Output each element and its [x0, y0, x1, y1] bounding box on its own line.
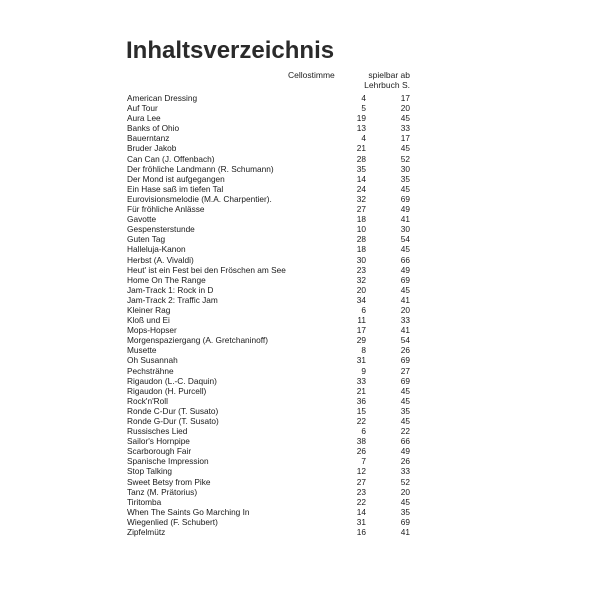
toc-entry-title: Spanische Impression — [127, 456, 209, 467]
column-header-spielbar — [352, 70, 410, 90]
toc-entry-cello-page: 5 — [361, 103, 366, 114]
toc-entry-lehrbuch-page: 49 — [400, 264, 410, 275]
toc-entry — [127, 103, 412, 113]
toc-entry-title: Tanz (M. Prätorius) — [127, 486, 198, 497]
toc-entry — [127, 436, 412, 446]
toc-entry — [127, 507, 412, 517]
toc-entry-title: Halleluja-Kanon — [127, 244, 186, 255]
toc-entry-title: Auf Tour — [127, 103, 158, 114]
toc-entry-lehrbuch-page: 45 — [400, 183, 410, 194]
toc-entry-lehrbuch-page: 54 — [400, 234, 410, 245]
toc-entry-title: Morgenspaziergang (A. Gretchaninoff) — [127, 335, 268, 346]
toc-entry-title: Zipfelmütz — [127, 527, 166, 538]
toc-entry-lehrbuch-page: 45 — [400, 496, 410, 507]
toc-entry-lehrbuch-page: 41 — [400, 325, 410, 336]
toc-entry — [127, 143, 412, 153]
toc-entry-cello-page: 6 — [361, 304, 366, 315]
toc-entry-lehrbuch-page: 45 — [400, 284, 410, 295]
toc-entry-title: Kleiner Rag — [127, 304, 171, 315]
toc-entry-title: Ein Hase saß im tiefen Tal — [127, 183, 224, 194]
toc-entry-title: Aura Lee — [127, 113, 161, 124]
toc-entry-lehrbuch-page: 33 — [400, 466, 410, 477]
toc-entry-title: Bruder Jakob — [127, 143, 177, 154]
toc-entry-cello-page: 22 — [356, 416, 366, 426]
toc-entry — [127, 497, 412, 507]
toc-entry-cello-page: 27 — [356, 204, 366, 215]
toc-entry-cello-page: 32 — [356, 193, 366, 204]
toc-entry-cello-page: 30 — [356, 254, 366, 265]
toc-entry-cello-page: 31 — [356, 355, 366, 366]
toc-entry-title: Pechsträhne — [127, 365, 174, 376]
toc-entry-cello-page: 24 — [356, 183, 366, 194]
toc-entry-lehrbuch-page: 35 — [400, 405, 410, 416]
toc-entry-title: Für fröhliche Anlässe — [127, 204, 205, 215]
toc-entry-lehrbuch-page: 66 — [400, 436, 410, 447]
toc-entry — [127, 335, 412, 345]
toc-entry — [127, 255, 412, 265]
toc-entry-cello-page: 4 — [361, 93, 366, 103]
toc-entry-lehrbuch-page: 49 — [400, 204, 410, 215]
toc-entry-lehrbuch-page: 49 — [400, 446, 410, 457]
toc-entry-lehrbuch-page: 17 — [400, 133, 410, 144]
toc-entry-cello-page: 27 — [356, 476, 366, 487]
toc-entry — [127, 466, 412, 476]
toc-entry-cello-page: 15 — [356, 405, 366, 416]
toc-entry-cello-page: 28 — [356, 153, 366, 164]
toc-entry — [127, 133, 412, 143]
toc-entry — [127, 406, 412, 416]
toc-entry-title: Der Mond ist aufgegangen — [127, 173, 225, 184]
toc-entry-cello-page: 21 — [356, 385, 366, 396]
toc-entry-lehrbuch-page: 20 — [400, 103, 410, 114]
toc-entry — [127, 265, 412, 275]
toc-entry-cello-page: 14 — [356, 173, 366, 184]
toc-entry — [127, 154, 412, 164]
toc-entry-cello-page: 28 — [356, 234, 366, 245]
toc-entry-lehrbuch-page: 69 — [400, 355, 410, 366]
toc-entry-lehrbuch-page: 69 — [400, 274, 410, 285]
toc-entry — [127, 204, 412, 214]
toc-entry — [127, 386, 412, 396]
toc-entry — [127, 234, 412, 244]
toc-entry-cello-page: 13 — [356, 123, 366, 134]
toc-entry-cello-page: 31 — [356, 516, 366, 527]
toc-entry-lehrbuch-page: 54 — [400, 335, 410, 346]
toc-entry-lehrbuch-page: 52 — [400, 476, 410, 487]
toc-entry — [127, 224, 412, 234]
toc-entry — [127, 285, 412, 295]
toc-entry-cello-page: 18 — [356, 244, 366, 255]
toc-entry-lehrbuch-page: 35 — [400, 506, 410, 517]
toc-entry-title: Rigaudon (H. Purcell) — [127, 385, 207, 396]
toc-entry — [127, 527, 412, 537]
toc-entry-cello-page: 32 — [356, 274, 366, 285]
toc-entry-cello-page: 22 — [356, 496, 366, 507]
toc-entry-lehrbuch-page: 45 — [400, 143, 410, 154]
toc-entry — [127, 355, 412, 365]
toc-entry-cello-page: 14 — [356, 506, 366, 517]
toc-entry-title: Mops-Hopser — [127, 325, 177, 336]
toc-entry-title: Oh Susannah — [127, 355, 178, 366]
toc-entry-title: Guten Tag — [127, 234, 166, 245]
toc-entry — [127, 194, 412, 204]
toc-entry — [127, 295, 412, 305]
toc-entry — [127, 113, 412, 123]
column-header-spielbar-line1: spielbar ab — [368, 70, 410, 80]
toc-entry-lehrbuch-page: 69 — [400, 375, 410, 386]
toc-entry — [127, 517, 412, 527]
toc-entry-title: Gespensterstunde — [127, 224, 195, 235]
toc-entry-lehrbuch-page: 33 — [400, 123, 410, 134]
toc-entry-title: Rigaudon (L.-C. Daquin) — [127, 375, 217, 386]
toc-entry-lehrbuch-page: 22 — [400, 426, 410, 437]
toc-entry-lehrbuch-page: 45 — [400, 113, 410, 124]
toc-entry-cello-page: 36 — [356, 395, 366, 406]
toc-entry — [127, 184, 412, 194]
toc-entry-title: Jam-Track 2: Traffic Jam — [127, 294, 218, 305]
toc-entry-lehrbuch-page: 30 — [400, 163, 410, 174]
toc-entry-title: Sweet Betsy from Pike — [127, 476, 211, 487]
toc-entry — [127, 416, 412, 426]
toc-entry-cello-page: 11 — [357, 315, 366, 326]
toc-entry-title: Kloß und Ei — [127, 315, 170, 326]
toc-entry — [127, 446, 412, 456]
toc-entry-cello-page: 17 — [356, 325, 366, 336]
toc-entry-lehrbuch-page: 52 — [400, 153, 410, 164]
toc-entry — [127, 487, 412, 497]
toc-entry — [127, 477, 412, 487]
toc-entry-lehrbuch-page: 35 — [400, 173, 410, 184]
toc-entry-title: Banks of Ohio — [127, 123, 180, 134]
toc-entry-title: Eurovisionsmelodie (M.A. Charpentier). — [127, 193, 272, 204]
toc-entry-lehrbuch-page: 20 — [400, 304, 410, 315]
toc-entry-cello-page: 38 — [356, 436, 366, 447]
toc-entry-title: Can Can (J. Offenbach) — [127, 153, 215, 164]
toc-entry-title: Jam-Track 1: Rock in D — [127, 284, 214, 295]
toc-entry-title: Ronde C-Dur (T. Susato) — [127, 405, 219, 416]
toc-entry — [127, 325, 412, 335]
toc-entry — [127, 164, 412, 174]
toc-entry-title: Bauerntanz — [127, 133, 170, 144]
toc-entry-cello-page: 21 — [356, 143, 366, 154]
toc-entry-cello-page: 6 — [361, 426, 366, 437]
toc-entry-title: Stop Talking — [127, 466, 173, 477]
toc-entry-title: Scarborough Fair — [127, 446, 192, 457]
column-header-spielbar-line2: Lehrbuch S. — [364, 80, 410, 90]
toc-entry-title: American Dressing — [127, 93, 198, 103]
toc-entry-lehrbuch-page: 66 — [400, 254, 410, 265]
toc-entry-lehrbuch-page: 41 — [400, 294, 410, 305]
toc-entry — [127, 123, 412, 133]
toc-entry-cello-page: 12 — [356, 466, 366, 477]
toc-entry-lehrbuch-page: 69 — [400, 193, 410, 204]
toc-entry-cello-page: 10 — [356, 224, 366, 235]
toc-entry-lehrbuch-page: 41 — [400, 214, 410, 225]
toc-entry — [127, 275, 412, 285]
toc-entry-cello-page: 9 — [361, 365, 366, 376]
toc-entry-title: Home On The Range — [127, 274, 206, 285]
toc-entry — [127, 456, 412, 466]
toc-entry — [127, 426, 412, 436]
toc-entry — [127, 244, 412, 254]
toc-entry-title: Ronde G-Dur (T. Susato) — [127, 416, 219, 426]
toc-entry-lehrbuch-page: 45 — [400, 244, 410, 255]
toc-entry-cello-page: 26 — [356, 446, 366, 457]
toc-entry-title: When The Saints Go Marching In — [127, 506, 250, 517]
toc-entry-title: Heut' ist ein Fest bei den Fröschen am See — [127, 264, 286, 275]
toc-entry-cello-page: 18 — [356, 214, 366, 225]
toc-entry — [127, 174, 412, 184]
toc-entry-title: Tiritomba — [127, 496, 162, 507]
toc-entry-title: Herbst (A. Vivaldi) — [127, 254, 194, 265]
toc-entry-title: Rock'n'Roll — [127, 395, 168, 406]
toc-entry — [127, 376, 412, 386]
table-of-contents — [127, 93, 412, 537]
toc-entry-lehrbuch-page: 26 — [400, 456, 410, 467]
toc-entry-cello-page: 23 — [356, 486, 366, 497]
toc-entry — [127, 396, 412, 406]
toc-entry-cello-page: 16 — [356, 527, 366, 538]
toc-entry-lehrbuch-page: 45 — [400, 395, 410, 406]
toc-entry-lehrbuch-page: 27 — [400, 365, 410, 376]
toc-entry-lehrbuch-page: 17 — [400, 93, 410, 103]
toc-entry-lehrbuch-page: 30 — [400, 224, 410, 235]
toc-entry-lehrbuch-page: 45 — [400, 416, 410, 426]
toc-entry-lehrbuch-page: 45 — [400, 385, 410, 396]
toc-entry-cello-page: 7 — [361, 456, 366, 467]
toc-entry-cello-page: 4 — [361, 133, 366, 144]
toc-entry-lehrbuch-page: 20 — [400, 486, 410, 497]
page-title: Inhaltsverzeichnis — [126, 37, 335, 64]
toc-entry-cello-page: 33 — [356, 375, 366, 386]
toc-entry-title: Gavotte — [127, 214, 157, 225]
toc-entry-lehrbuch-page: 26 — [400, 345, 410, 356]
toc-entry-cello-page: 20 — [356, 284, 366, 295]
toc-entry-cello-page: 29 — [356, 335, 366, 346]
toc-entry — [127, 345, 412, 355]
toc-entry — [127, 305, 412, 315]
toc-entry — [127, 214, 412, 224]
toc-entry-cello-page: 19 — [356, 113, 366, 124]
toc-entry-cello-page: 34 — [356, 294, 366, 305]
toc-entry-title: Der fröhliche Landmann (R. Schumann) — [127, 163, 274, 174]
toc-entry — [127, 315, 412, 325]
column-header-cellostimme: Cellostimme — [288, 70, 335, 80]
toc-entry-cello-page: 8 — [361, 345, 366, 356]
toc-entry-title: Sailor's Hornpipe — [127, 436, 190, 447]
toc-entry-title: Wiegenlied (F. Schubert) — [127, 516, 218, 527]
toc-entry-cello-page: 35 — [356, 163, 366, 174]
toc-entry-lehrbuch-page: 41 — [400, 527, 410, 538]
toc-entry — [127, 366, 412, 376]
toc-entry-title: Russisches Lied — [127, 426, 188, 437]
toc-entry-lehrbuch-page: 33 — [400, 315, 410, 326]
toc-entry — [127, 93, 412, 103]
toc-entry-cello-page: 23 — [356, 264, 366, 275]
toc-entry-title: Musette — [127, 345, 157, 356]
toc-entry-lehrbuch-page: 69 — [400, 516, 410, 527]
